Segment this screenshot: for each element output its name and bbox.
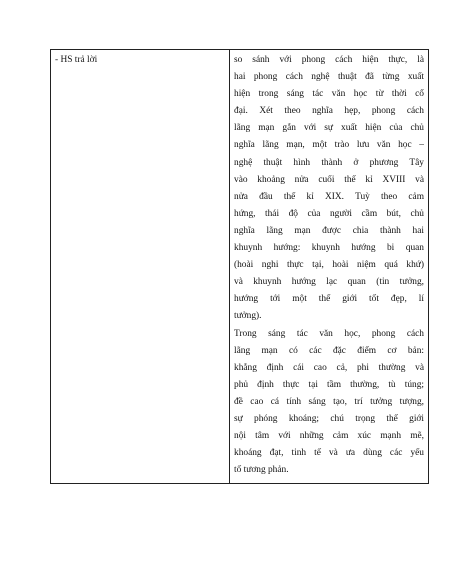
text-line: khuynh hướng: khuynh hướng bi quan xyxy=(234,243,424,254)
table-row xyxy=(51,50,429,484)
text-line: hai phong cách nghệ thuật đã từng xuất xyxy=(234,72,424,83)
left-cell-text: - HS trả lời xyxy=(55,55,98,65)
text-line: khoáng đạt, tinh tế và ưa dùng các yếu xyxy=(234,448,424,459)
text-line: lãng mạn gắn với sự xuất hiện của chủ xyxy=(234,123,424,134)
text-line: và khuynh hướng lạc quan (tin tưởng, xyxy=(234,277,424,288)
text-line: đại. Xét theo nghĩa hẹp, phong cách xyxy=(234,106,424,117)
text-line: đề cao cá tính sáng tạo, trí tưởng tượng, xyxy=(234,396,424,407)
text-line: sự phóng khoáng; chú trọng thế giới xyxy=(234,413,424,424)
right-cell-paragraphs xyxy=(234,52,424,479)
text-line: so sánh với phong cách hiện thực, là xyxy=(234,55,424,65)
text-line: nội tâm với những cảm xúc mạnh mẽ, xyxy=(234,431,424,442)
left-cell xyxy=(51,50,230,484)
text-line: nửa đầu thế kỉ XIX. Tuỳ theo cảm xyxy=(234,191,424,202)
text-line: tố tương phản. xyxy=(234,465,289,476)
content-table xyxy=(50,49,429,484)
text-line: phủ định thực tại tầm thường, tù túng; xyxy=(234,379,424,390)
text-line: (hoài nghi thực tại, hoài niệm quá khứ) xyxy=(234,260,424,271)
right-cell xyxy=(230,50,429,484)
text-line: nghĩa lãng mạn được chia thành hai xyxy=(234,225,424,236)
text-line: hướng tới một thế giới tốt đẹp, lí xyxy=(234,294,424,305)
text-line: nghệ thuật hình thành ở phương Tây xyxy=(234,157,424,168)
text-line: nghĩa lãng mạn, một trào lưu văn học – xyxy=(234,140,424,151)
text-line: hiện trong sáng tác văn học từ thời cổ xyxy=(234,89,424,100)
text-line: tưởng). xyxy=(234,311,262,322)
text-line: hứng, thái độ của người cầm bút, chủ xyxy=(234,208,424,219)
text-line: vào khoảng nửa cuối thế kỉ XVIII và xyxy=(234,174,424,185)
text-line: lãng mạn có các đặc điểm cơ bản: xyxy=(234,345,424,356)
text-line: Trong sáng tác văn học, phong cách xyxy=(234,328,424,339)
text-line: khẳng định cái cao cả, phi thường và xyxy=(234,362,424,373)
